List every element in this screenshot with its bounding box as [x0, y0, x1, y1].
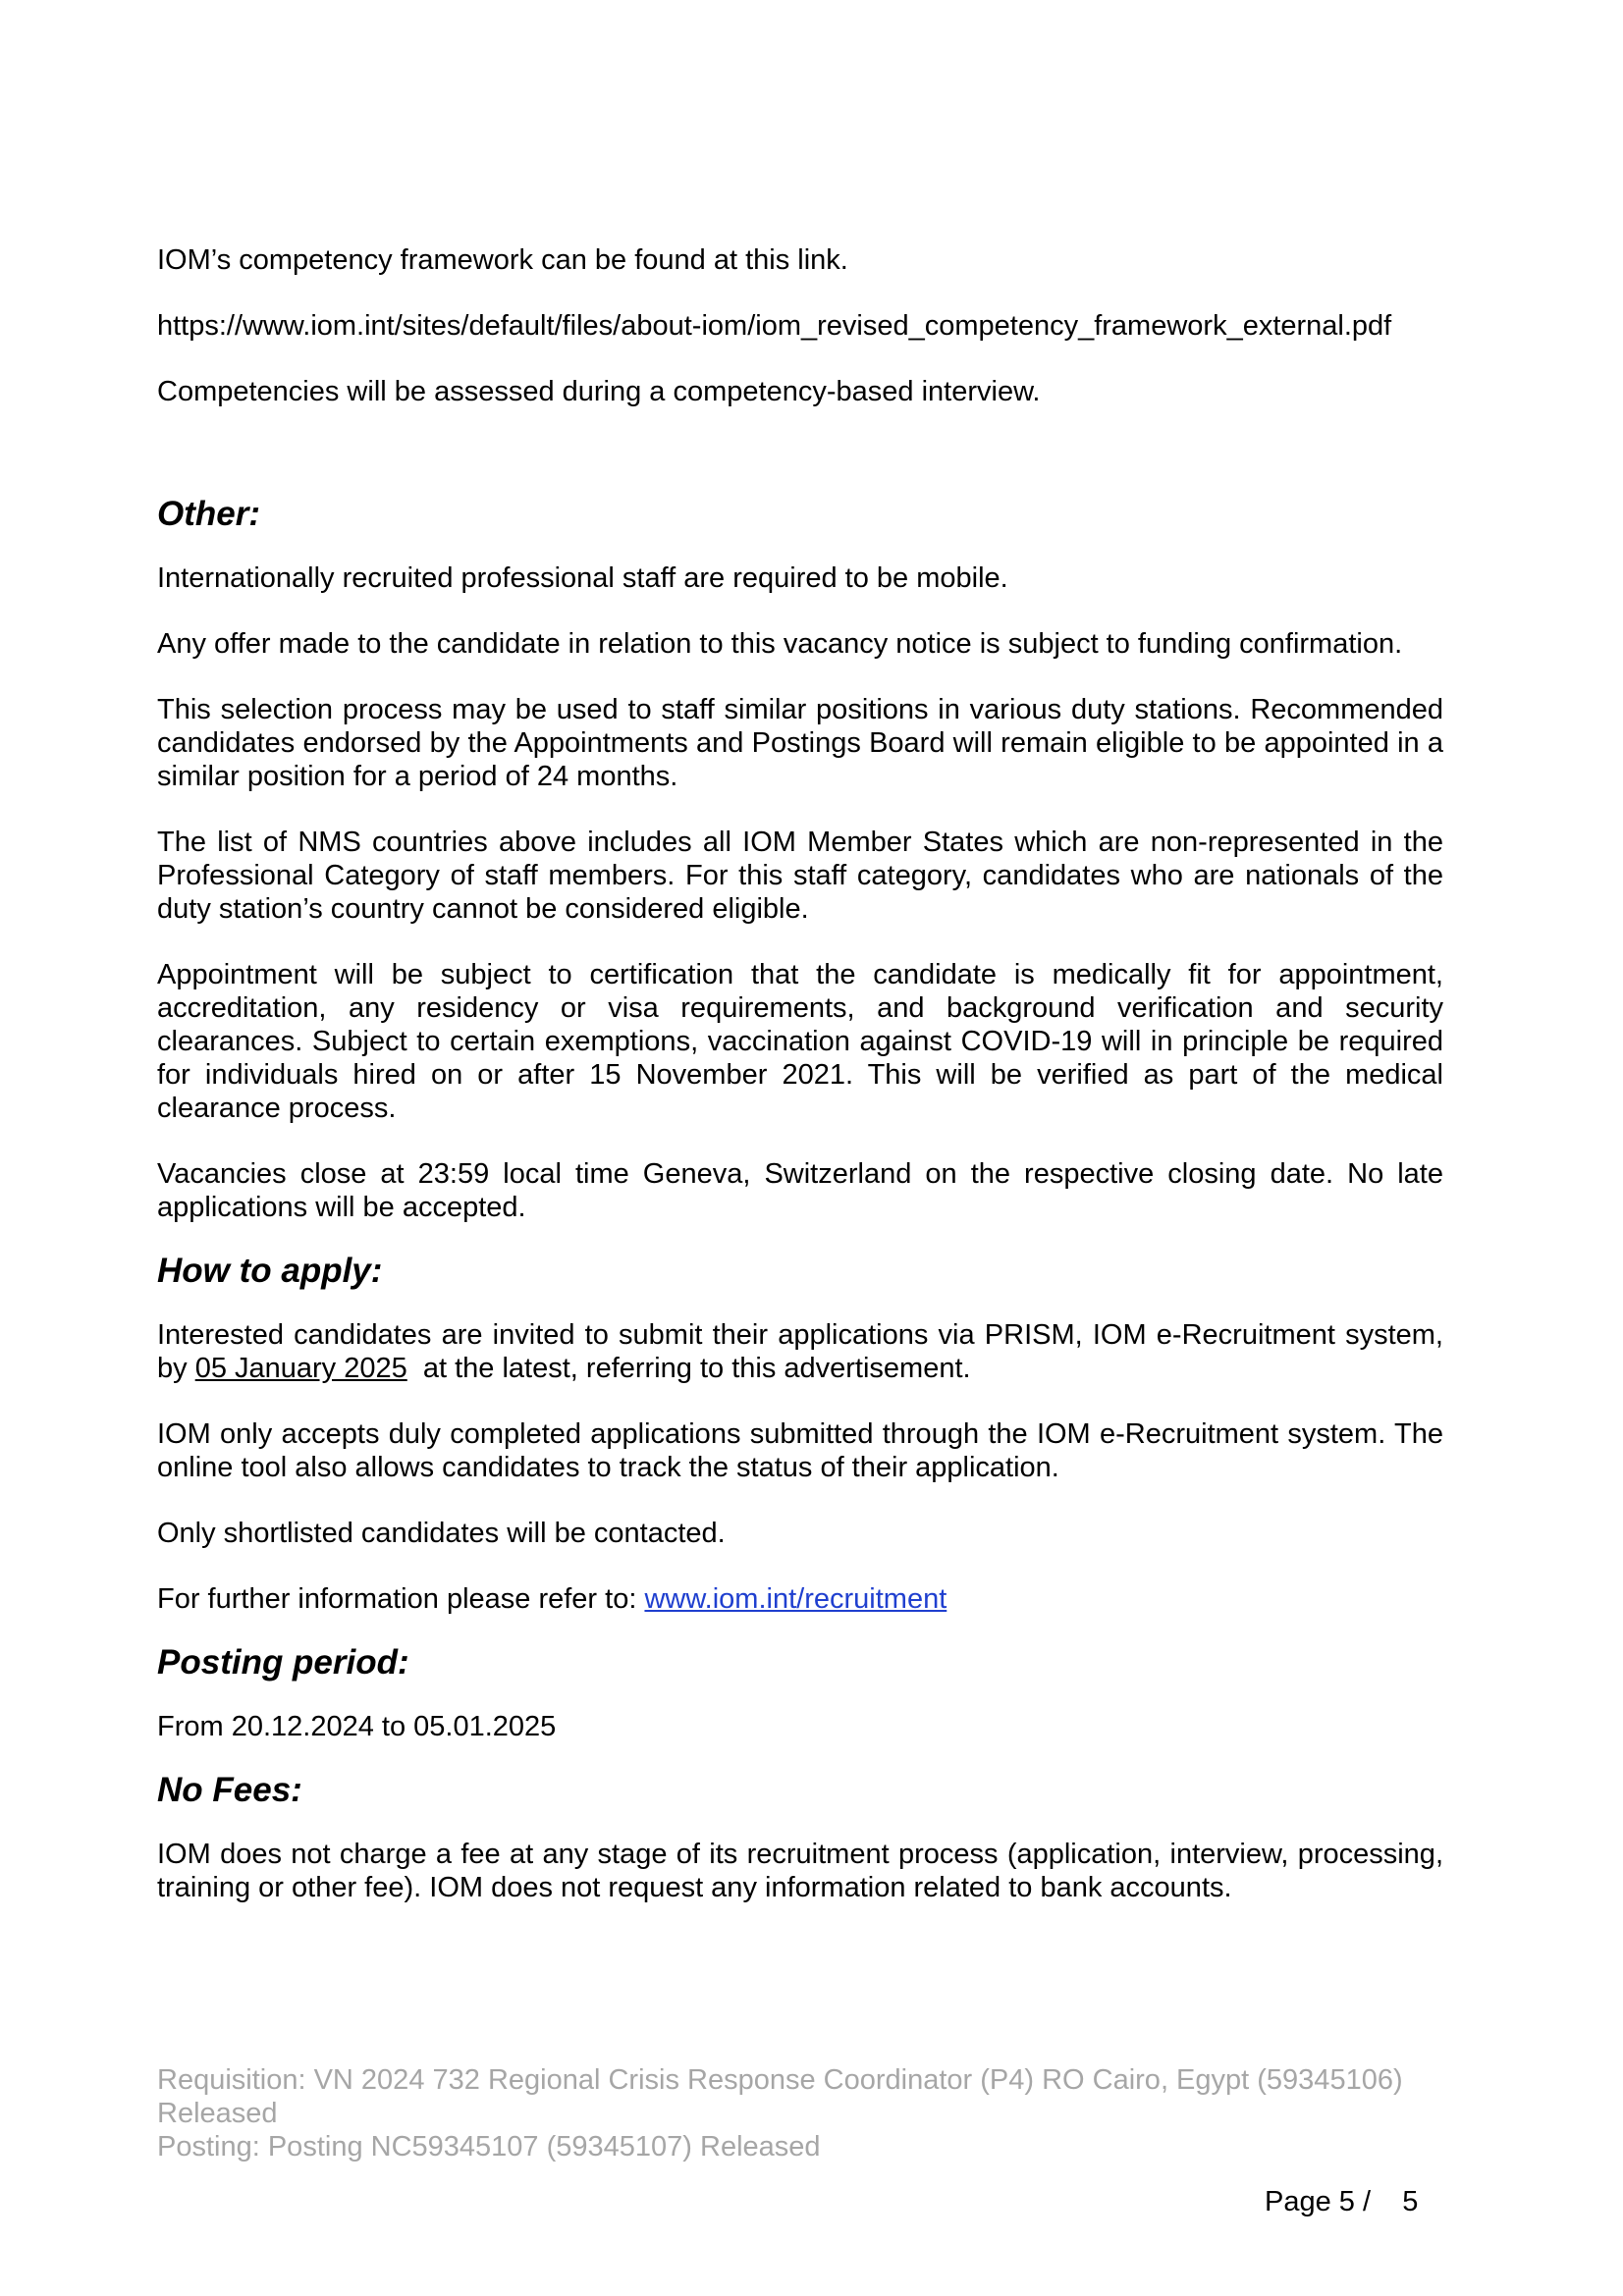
how-to-apply-paragraph-shortlist: Only shortlisted candidates will be contacted. — [157, 1518, 726, 1549]
no-fees-text: IOM does not charge a fee at any stage of its recruitment process (application, interview, processing, training or other fee). IOM does not request any information related to bank accounts. — [157, 1839, 1443, 1903]
requisition-footer — [157, 2063, 1443, 2163]
other-paragraph-mobility: Internationally recruited professional staff are required to be mobile. — [157, 562, 1008, 594]
no-fees-heading: No Fees: — [157, 1771, 302, 1809]
other-paragraph-closing: Vacancies close at 23:59 local time Geneva, Switzerland on the respective closing date. No late applications will be accepted. — [157, 1158, 1443, 1223]
apply-text-after: at the latest, referring to this advertisement. — [406, 1353, 971, 1384]
how-to-apply-paragraph-submit — [157, 1318, 1443, 1385]
how-to-apply-heading: How to apply: — [157, 1252, 383, 1290]
apply-text-before: Interested candidates are invited to submit their applications via PRISM, IOM e-Recruitment system, by — [157, 1319, 1443, 1384]
document-body — [157, 243, 1443, 1937]
recruitment-link[interactable]: www.iom.int/recruitment — [644, 1583, 947, 1615]
other-paragraph-selection: This selection process may be used to staff similar positions in various duty stations. Recommended candidates endorsed by the Appointments and Postings Board will remain eligible to be appointed in a similar position for a period of 24 months. — [157, 694, 1443, 792]
how-to-apply-paragraph-info — [157, 1582, 1443, 1616]
footer-released-line: Released — [157, 2098, 278, 2129]
other-paragraph-nms: The list of NMS countries above includes all IOM Member States which are non-represented in the Professional Category of staff members. For this staff category, candidates who are nationals of the duty station’s country cannot be considered eligible. — [157, 827, 1443, 925]
footer-requisition-line: Requisition: VN 2024 732 Regional Crisis Response Coordinator (P4) RO Cairo, Egypt (59345106) — [157, 2064, 1403, 2096]
footer-posting-line: Posting: Posting NC59345107 (59345107) Released — [157, 2131, 821, 2163]
how-to-apply-paragraph-accepts: IOM only accepts duly completed applications submitted through the IOM e-Recruitment system. The online tool also allows candidates to track the status of their application. — [157, 1418, 1443, 1483]
posting-period-text: From 20.12.2024 to 05.01.2025 — [157, 1711, 557, 1742]
other-paragraph-appointment: Appointment will be subject to certification that the candidate is medically fit for appointment, accreditation, any residency or visa requirements, and background verification and security clearances. Subject to certain exemptions, vaccination against COVID-19 will in principle be required for individuals hired on or after 15 November 2021. This will be verified as part of the medical clearance process. — [157, 959, 1443, 1124]
closing-date: 05 January 2025 — [194, 1353, 407, 1384]
competency-framework-url: https://www.iom.int/sites/default/files/about-iom/iom_revised_competency_framework_external.pdf — [157, 310, 1392, 342]
competency-intro: IOM’s competency framework can be found at this link. — [157, 244, 848, 276]
other-heading: Other: — [157, 495, 260, 533]
competency-assessment: Competencies will be assessed during a competency-based interview. — [157, 376, 1041, 407]
other-paragraph-funding: Any offer made to the candidate in relation to this vacancy notice is subject to funding confirmation. — [157, 628, 1403, 660]
info-text: For further information please refer to: — [157, 1583, 645, 1615]
page-number: Page 5 / 5 — [1265, 2186, 1419, 2217]
posting-period-heading: Posting period: — [157, 1643, 409, 1682]
